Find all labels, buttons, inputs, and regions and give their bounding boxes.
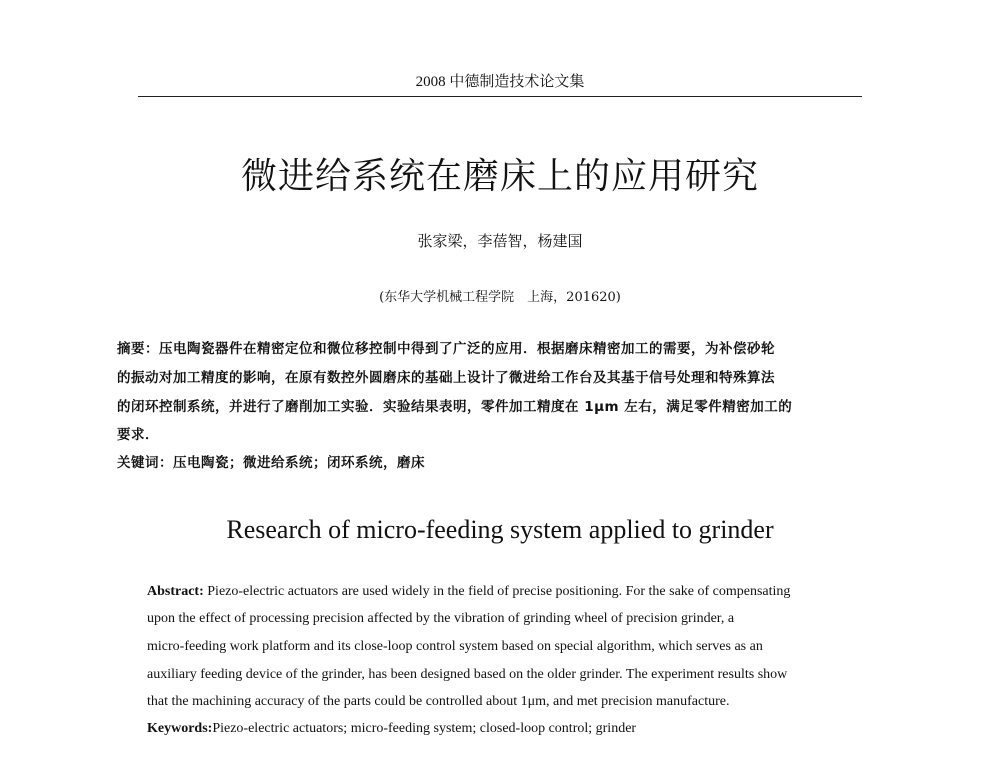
abstract-en-label: Abstract: <box>147 584 204 599</box>
affiliation: (东华大学机械工程学院 上海，201620) <box>379 290 621 305</box>
abstract-cn-line <box>117 337 775 357</box>
abstract-en-line: micro-feeding work platform and its close-loop control system based on special algorithm, which serves as an <box>147 639 763 654</box>
abstract-cn-line: 要求． <box>117 427 159 443</box>
abstract-en-text: Piezo-electric actuators are used widely in the field of precise positioning. For the sake of compensating <box>203 584 791 599</box>
abstract-cn-line: 的闭环控制系统，并进行了磨削加工实验．实验结果表明，零件加工精度在 1μm 左右，满足零件精密加工的 <box>117 399 793 415</box>
keywords-cn-label: 关键词： <box>117 455 173 471</box>
paper-title: 微进给系统在磨床上的应用研究 <box>240 156 759 197</box>
keywords-en-label: Keywords: <box>147 721 213 736</box>
abstract-en-line: auxiliary feeding device of the grinder, has been designed based on the older grinder. The experiment results show <box>147 667 788 682</box>
abstract-en-line: upon the effect of processing precision affected by the vibration of grinding wheel of precision grinder, a <box>147 611 735 626</box>
header-rule <box>138 96 862 97</box>
abstract-cn-text: 压电陶瓷器件在精密定位和微位移控制中得到了广泛的应用．根据磨床精密加工的需要，为补偿砂轮 <box>159 341 775 357</box>
paper-title-en: Research of micro-feeding system applied to grinder <box>226 515 774 544</box>
keywords-en <box>147 721 636 737</box>
authors: 张家梁，李蓓智，杨建国 <box>417 232 583 250</box>
running-header: 2008 中德制造技术论文集 <box>415 74 585 90</box>
abstract-en-line <box>147 584 790 600</box>
abstract-en-line: that the machining accuracy of the parts could be controlled about 1μm, and met precision manufacture. <box>147 694 730 709</box>
keywords-en-text: Piezo-electric actuators; micro-feeding system; closed-loop control; grinder <box>212 721 637 736</box>
keywords-cn <box>117 451 425 471</box>
abstract-cn-line: 的振动对加工精度的影响，在原有数控外圆磨床的基础上设计了微进给工作台及其基于信号处理和特殊算法 <box>117 370 775 386</box>
keywords-cn-text: 压电陶瓷；微进给系统；闭环系统，磨床 <box>173 455 425 471</box>
abstract-cn-label: 摘要： <box>117 341 159 357</box>
